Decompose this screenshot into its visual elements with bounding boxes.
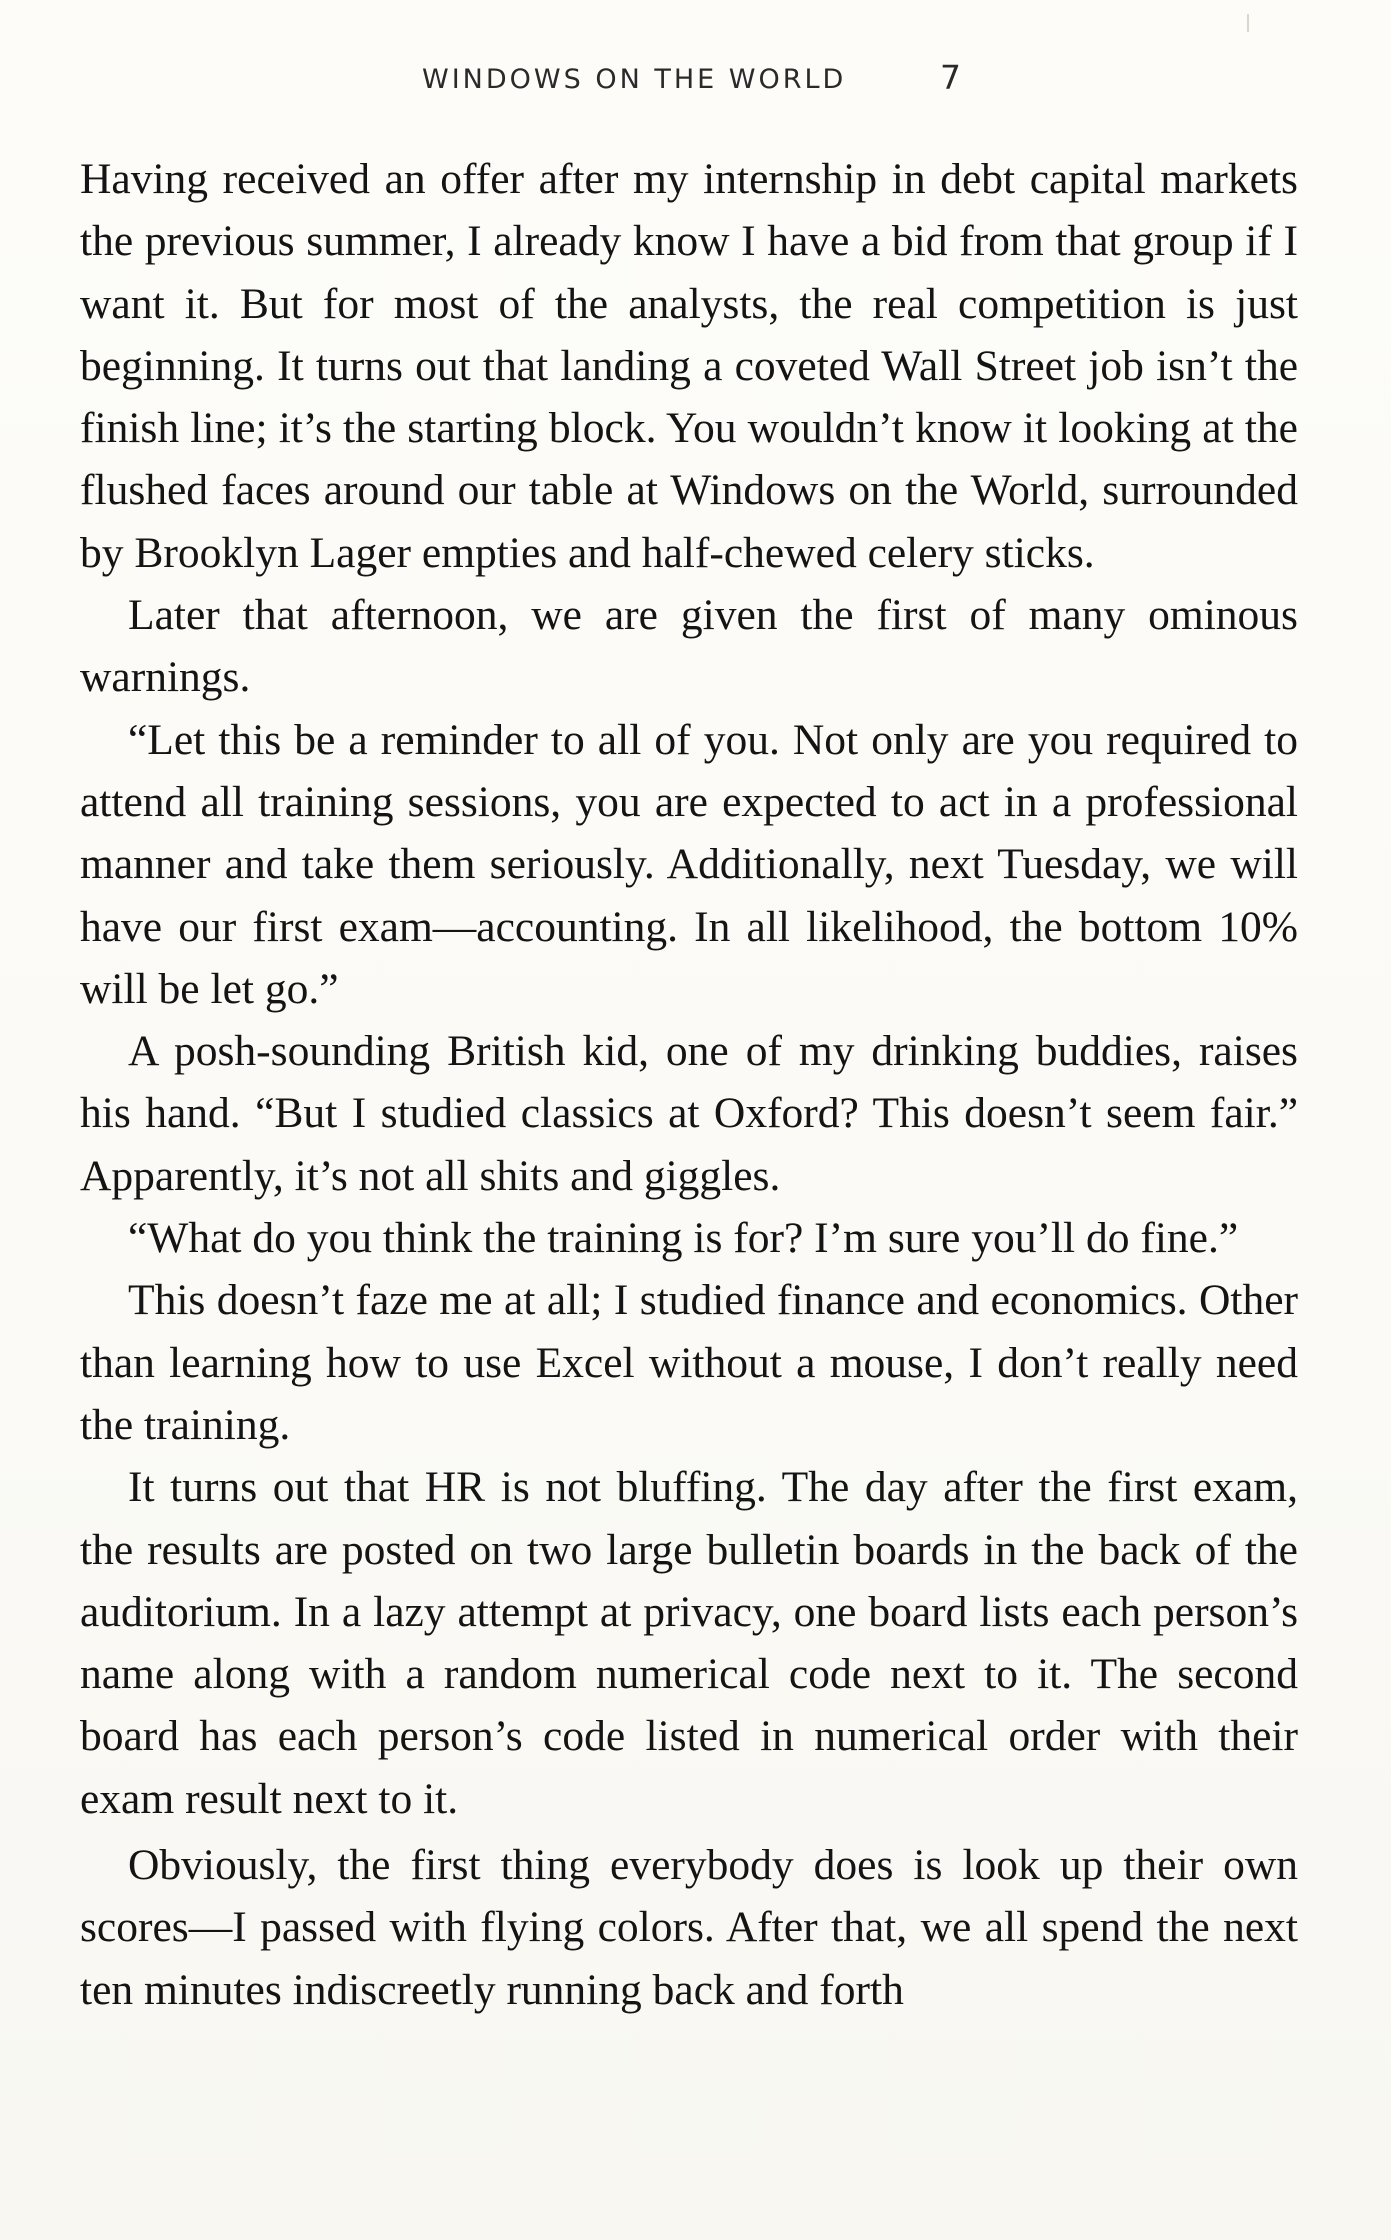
scan-mark xyxy=(1247,14,1249,32)
paragraph: This doesn’t faze me at all; I studied finance and economics. Other than learning how to use Excel without a mouse, I don’t really need the training. xyxy=(80,1276,1298,1449)
paragraph: Obviously, the first thing everybody does is look up their own scores—I passed with flying colors. After that, we all spend the next ten minutes indiscreetly running back and forth xyxy=(80,1841,1298,2014)
paragraph: It turns out that HR is not bluffing. The day after the first exam, the results are posted on two large bulletin boards in the back of the auditorium. In a lazy attempt at privacy, one board lists each person’s name along with a random numerical code next to it. The second board has each person’s code listed in numerical order with their exam result next to it. xyxy=(80,1463,1298,1823)
paragraph: “What do you think the training is for? I’m sure you’ll do fine.” xyxy=(128,1214,1239,1263)
running-title: WINDOWS ON THE WORLD xyxy=(422,64,847,95)
paragraph: “Let this be a reminder to all of you. Not only are you required to attend all training sessions, you are expected to act in a professional manner and take them seriously. Additionally, next Tuesday, we will have our first exam—accounting. In all likelihood, the bottom 10% will be let go.” xyxy=(80,715,1298,1013)
running-header xyxy=(0,60,1391,100)
paragraph: Having received an offer after my internship in debt capital markets the previous summer, I already know I have a bid from that group if I want it. But for most of the analysts, the real competition is just beginning. It turns out that landing a coveted Wall Street job isn’t the finish line; it’s the starting block. You wouldn’t know it looking at the flushed faces around our table at Windows on the World, surrounded by Brooklyn Lager empties and half-chewed celery sticks. xyxy=(80,155,1298,577)
paragraph: A posh-sounding British kid, one of my drinking buddies, raises his hand. “But I studied classics at Oxford? This doesn’t seem fair.” Apparently, it’s not all shits and giggles. xyxy=(80,1027,1298,1200)
paragraph: Later that afternoon, we are given the first of many ominous warnings. xyxy=(80,591,1298,702)
body-text xyxy=(80,148,1298,2021)
page-number: 7 xyxy=(940,58,961,97)
